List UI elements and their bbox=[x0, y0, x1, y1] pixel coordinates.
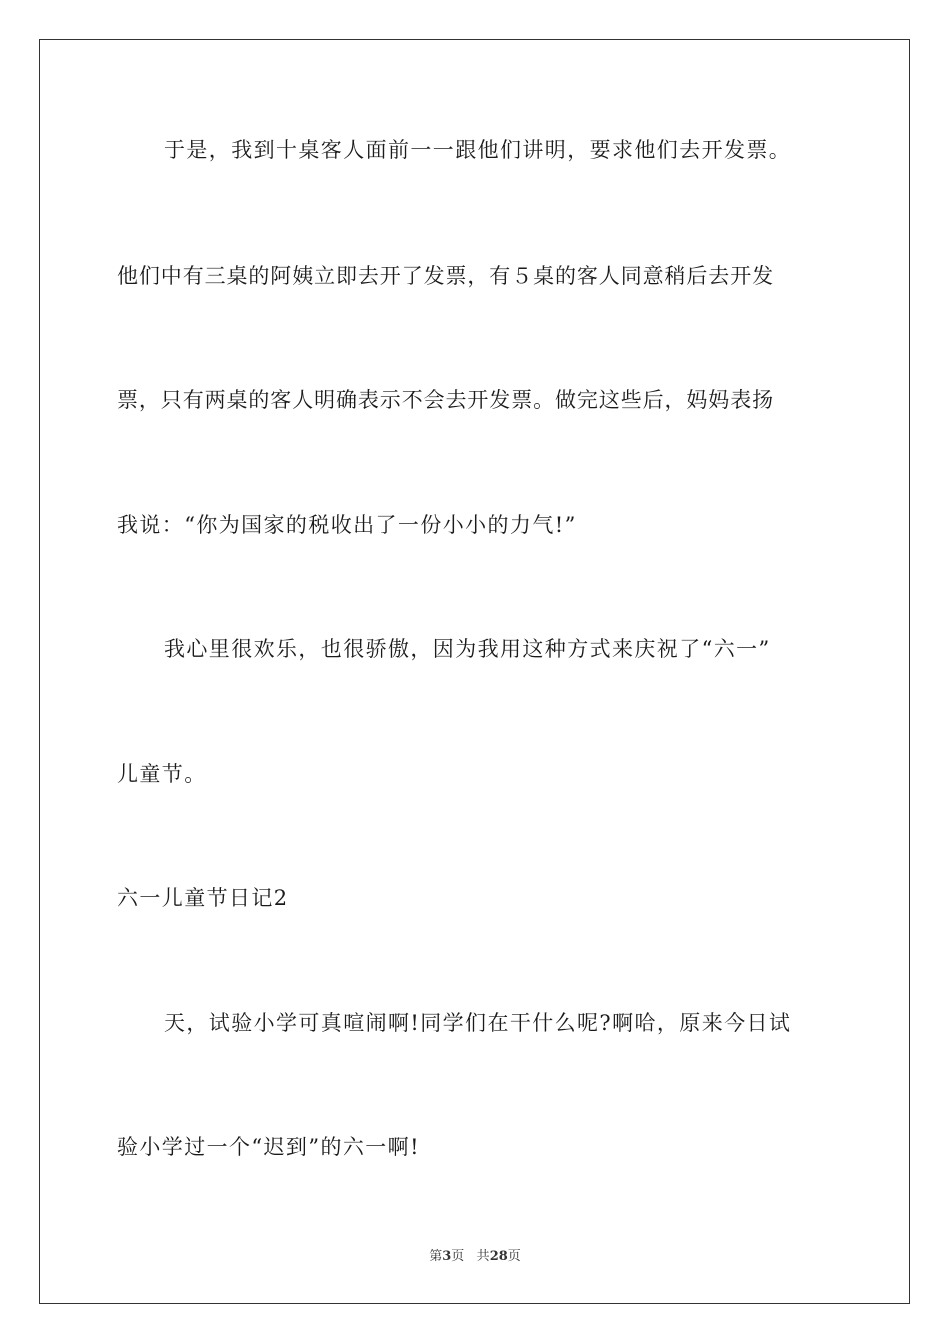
paragraph-line-9: 验小学过一个“迟到”的六一啊! bbox=[117, 1135, 420, 1159]
page-prefix: 第 bbox=[429, 1249, 443, 1264]
paragraph-line-2: 他们中有三桌的阿姨立即去开了发票，有５桌的客人同意稍后去开发 bbox=[117, 264, 774, 288]
page-footer bbox=[0, 1248, 950, 1266]
current-page-number: 3 bbox=[442, 1249, 452, 1264]
paragraph-line-8: 天，试验小学可真喧闹啊!同学们在干什么呢?啊哈，原来今日试 bbox=[164, 1011, 792, 1035]
paragraph-line-6: 儿童节。 bbox=[117, 762, 207, 786]
page-suffix: 页 bbox=[451, 1249, 465, 1264]
total-pages-number: 28 bbox=[489, 1249, 508, 1264]
total-prefix: 共 bbox=[476, 1249, 490, 1264]
total-suffix: 页 bbox=[507, 1249, 521, 1264]
page-border bbox=[39, 39, 910, 1304]
paragraph-line-1: 于是，我到十桌客人面前一一跟他们讲明，要求他们去开发票。 bbox=[164, 138, 792, 162]
paragraph-line-4: 我说：“你为国家的税收出了一份小小的力气!” bbox=[117, 513, 577, 537]
section-heading: 六一儿童节日记2 bbox=[117, 886, 289, 910]
paragraph-line-5: 我心里很欢乐，也很骄傲，因为我用这种方式来庆祝了“六一” bbox=[164, 637, 771, 661]
paragraph-line-3: 票，只有两桌的客人明确表示不会去开发票。做完这些后，妈妈表扬 bbox=[117, 388, 774, 412]
